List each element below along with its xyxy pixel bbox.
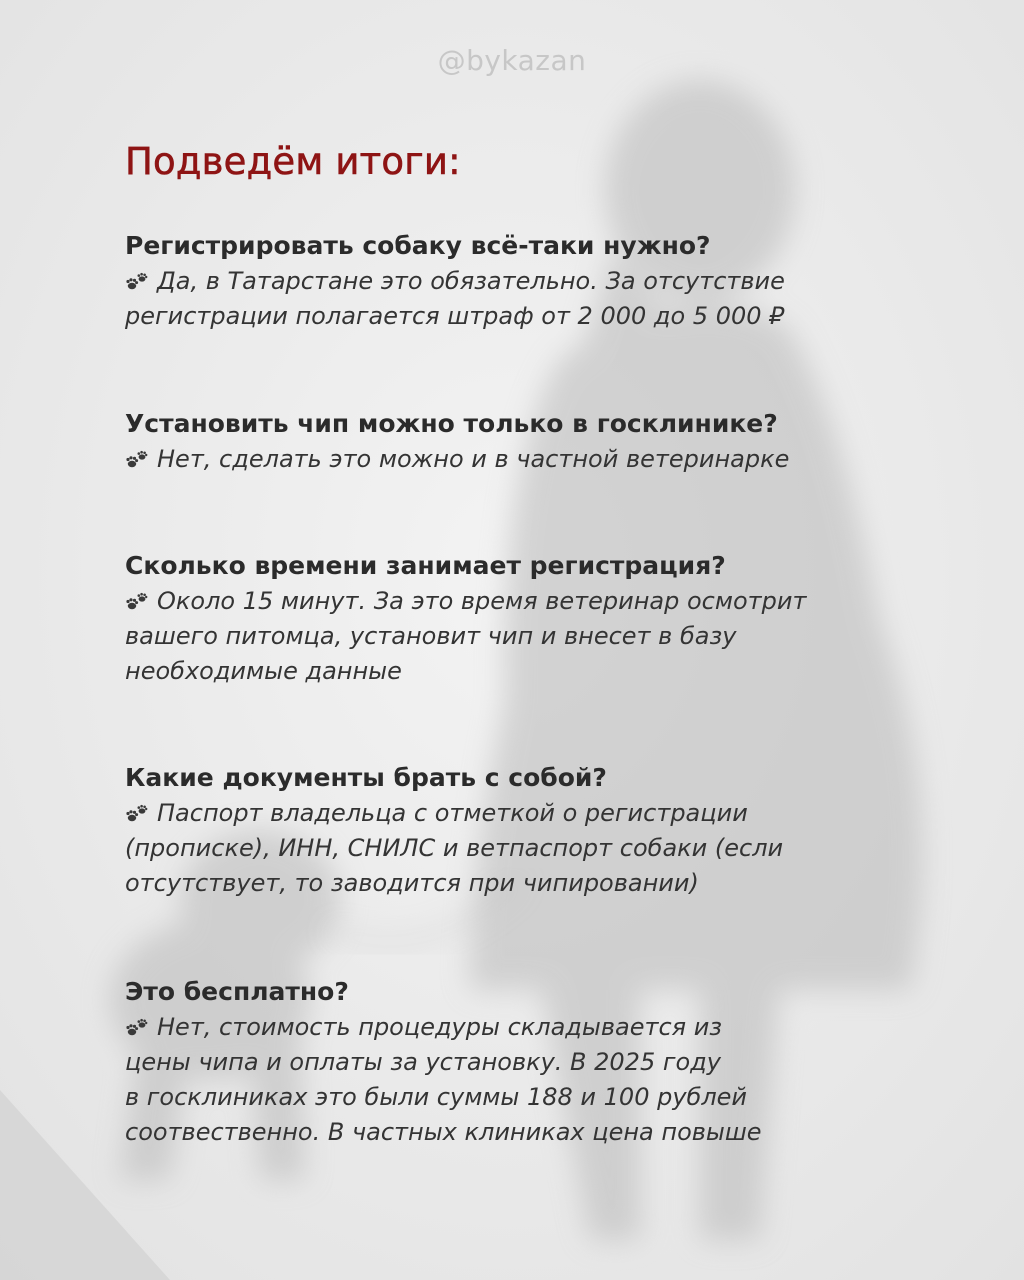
question-text: Это бесплатно? xyxy=(125,977,349,1006)
account-handle: @bykazan xyxy=(437,44,587,77)
answer-text xyxy=(125,584,945,689)
question-text: Сколько времени занимает регистрация? xyxy=(125,551,726,580)
page-title: Подведём итоги: xyxy=(125,140,461,183)
paw-prints-icon xyxy=(125,1017,149,1037)
answer-text xyxy=(125,1010,945,1150)
answer-text xyxy=(125,796,945,901)
answer-text xyxy=(125,442,945,477)
question-text: Установить чип можно только в госклинике? xyxy=(125,409,778,438)
paw-prints-icon xyxy=(125,449,149,469)
qa-item xyxy=(125,228,945,334)
answer-line: необходимые данные xyxy=(125,657,402,685)
answer-line: Да, в Татарстане это обязательно. За отсутствие xyxy=(125,264,945,299)
answer-line: Нет, стоимость процедуры складывается из xyxy=(125,1010,945,1045)
paw-prints-icon xyxy=(125,803,149,823)
answer-line: в госклиниках это были суммы 188 и 100 рублей xyxy=(125,1083,748,1111)
answer-line: цены чипа и оплаты за установку. В 2025 году xyxy=(125,1048,721,1076)
answer-line: вашего питомца, установит чип и внесет в базу xyxy=(125,622,737,650)
paw-prints-icon xyxy=(125,271,149,291)
qa-item xyxy=(125,406,945,477)
answer-line: Нет, сделать это можно и в частной ветеринарке xyxy=(125,442,945,477)
answer-line: Около 15 минут. За это время ветеринар осмотрит xyxy=(125,584,945,619)
answer-text xyxy=(125,264,945,334)
answer-line: регистрации полагается штраф от 2 000 до 5 000 ₽ xyxy=(125,302,785,330)
answer-line: отсутствует, то заводится при чипировании) xyxy=(125,869,699,897)
question-text: Какие документы брать с собой? xyxy=(125,763,607,792)
question-text: Регистрировать собаку всё-таки нужно? xyxy=(125,231,711,260)
answer-line: (прописке), ИНН, СНИЛС и ветпаспорт собаки (если xyxy=(125,834,784,862)
qa-item xyxy=(125,548,945,689)
answer-line: Паспорт владельца с отметкой о регистрации xyxy=(125,796,945,831)
qa-item xyxy=(125,974,945,1150)
qa-item xyxy=(125,760,945,901)
answer-line: соотвественно. В частных клиниках цена повыше xyxy=(125,1118,762,1146)
paw-prints-icon xyxy=(125,591,149,611)
